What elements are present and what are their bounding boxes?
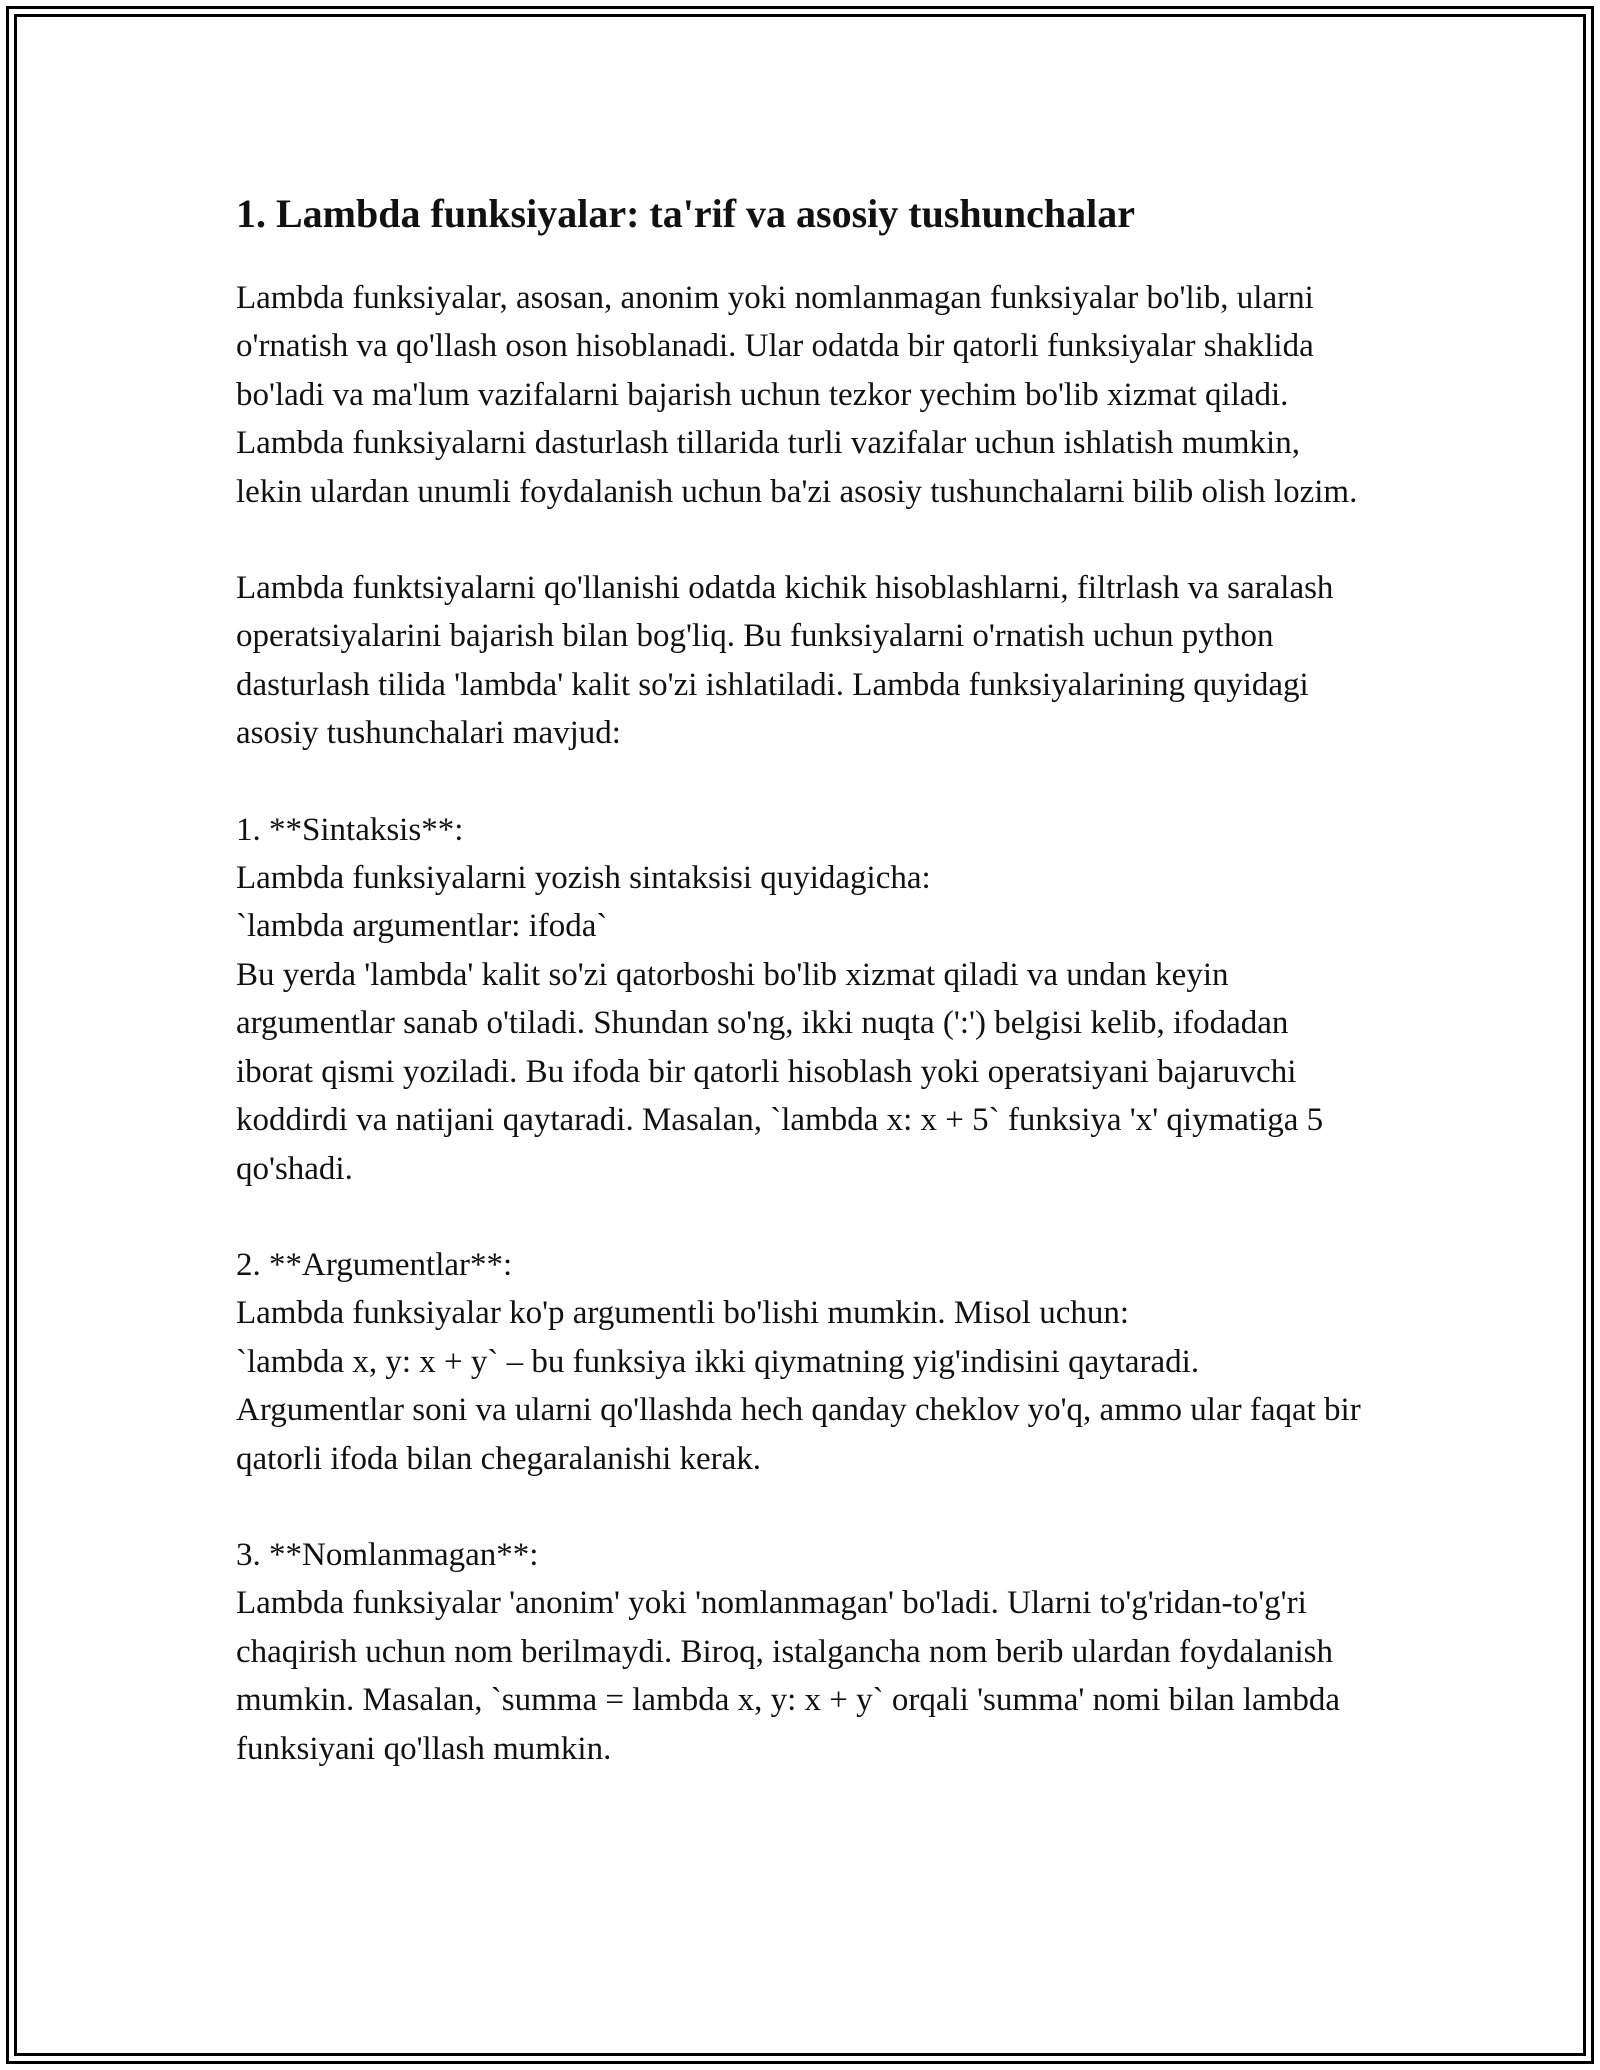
usage-paragraph: Lambda funktsiyalarni qo'llanishi odatda kichik hisoblashlarni, filtrlash va saralash operatsiyalarini bajarish bilan bog'liq. Bu funksiyalarni o'rnatish uchun python dasturlash tilida 'lambda' kalit so'zi ishlatiladi. Lambda funksiyalarining quyidagi asosiy tushunchalari mavjud: <box>236 570 1334 752</box>
document-body <box>236 186 1366 1773</box>
syntax-item: 1. **Sintaksis**: Lambda funksiyalarni yozish sintaksisi quyidagicha: `lambda argumentlar: ifoda` Bu yerda 'lambda' kalit so'zi qatorboshi bo'lib xizmat qiladi va undan keyin argumentlar sanab o'tiladi. Shundan so'ng, ikki nuqta (':') belgisi kelib, ifodadan iborat qismi yoziladi. Bu ifoda bir qatorli hisoblash yoki operatsiyani bajaruvchi koddirdi va natijani qaytaradi. Masalan, `lambda x: x + 5` funksiya 'x' qiymatiga 5 qo'shadi. <box>236 811 1324 1187</box>
arguments-item: 2. **Argumentlar**: Lambda funksiyalar ko'p argumentli bo'lishi mumkin. Misol uchun: `lambda x, y: x + y` – bu funksiya ikki qiymatning yig'indisini qaytaradi. Argumentlar soni va ularni qo'llashda hech qanday cheklov yo'q, ammo ular faqat bir qatorli ifoda bilan chegaralanishi kerak. <box>236 1246 1361 1477</box>
section-heading: 1. Lambda funksiyalar: ta'rif va asosiy tushunchalar <box>236 191 1136 236</box>
intro-paragraph: Lambda funksiyalar, asosan, anonim yoki nomlanmagan funksiyalar bo'lib, ularni o'rnatish va qo'llash oson hisoblanadi. Ular odatda bir qatorli funksiyalar shaklida bo'ladi va ma'lum vazifalarni bajarish uchun tezkor yechim bo'lib xizmat qiladi. Lambda funksiyalarni dasturlash tillarida turli vazifalar uchun ishlatish mumkin, lekin ulardan unumli foydalanish uchun ba'zi asosiy tushunchalarni bilib olish lozim. <box>236 280 1358 510</box>
anonymous-item: 3. **Nomlanmagan**: Lambda funksiyalar 'anonim' yoki 'nomlanmagan' bo'ladi. Ularni to'g'ridan-to'g'ri chaqirish uchun nom berilmaydi. Biroq, istalgancha nom berib ulardan foydalanish mumkin. Masalan, `summa = lambda x, y: x + y` orqali 'summa' nomi bilan lambda funksiyani qo'llash mumkin. <box>236 1536 1341 1767</box>
